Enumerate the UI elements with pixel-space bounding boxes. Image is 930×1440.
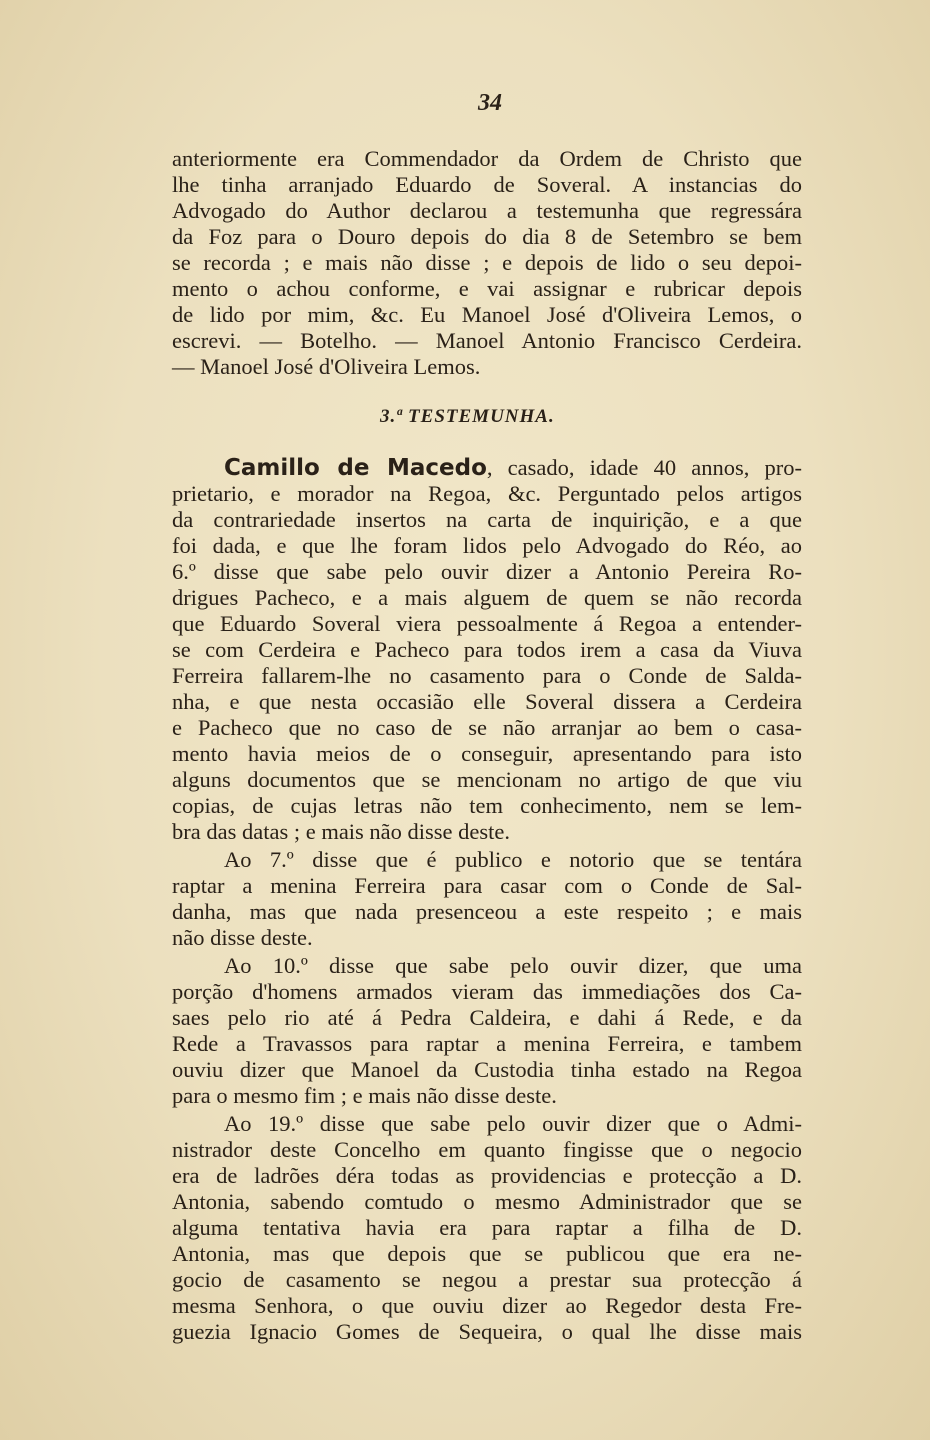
text-line: Antonia, sabendo comtudo o mesmo Administrador que se: [172, 1189, 802, 1214]
text-line: ouviu dizer que Manoel da Custodia tinha estado na Regoa: [172, 1057, 802, 1082]
text-line: bra das datas ; e mais não disse deste.: [172, 819, 511, 844]
text-line: da contrariedade insertos na carta de inquirição, e a que: [172, 507, 802, 532]
text-line: alguns documentos que se mencionam no artigo de que viu: [172, 767, 802, 792]
text-line: Antonia, mas que depois que se publicou que era ne-: [172, 1241, 802, 1266]
section-heading: 3.ª TESTEMUNHA.: [380, 406, 555, 427]
text-line: mento o achou conforme, e vai assignar e rubricar depois: [172, 276, 802, 301]
text-line: saes pelo rio até á Pedra Caldeira, e dahi á Rede, e da: [172, 1005, 802, 1030]
text-line: escrevi. — Botelho. — Manoel Antonio Francisco Cerdeira.: [172, 328, 802, 353]
intro-paragraph: [172, 146, 802, 380]
first-line-rest: , casado, idade 40 annos, pro-: [486, 455, 802, 480]
text-line: Ao 7.º disse que é publico e notorio que se tentára: [224, 847, 802, 872]
first-line: [172, 455, 802, 481]
text-line: — Manoel José d'Oliveira Lemos.: [172, 354, 481, 379]
text-line: Ao 10.º disse que sabe pelo ouvir dizer, que uma: [224, 953, 802, 978]
text-line: guezia Ignacio Gomes de Sequeira, o qual lhe disse mais: [172, 1319, 802, 1344]
text-line: não disse deste.: [172, 925, 313, 950]
text-line: se recorda ; e mais não disse ; e depois de lido o seu depoi-: [172, 250, 802, 275]
text-line: copias, de cujas letras não tem conhecimento, nem se lem-: [172, 793, 802, 818]
text-line: da Foz para o Douro depois do dia 8 de Setembro se bem: [172, 224, 802, 249]
witness-name: Camillo de Macedo: [224, 455, 487, 481]
text-line: anteriormente era Commendador da Ordem de Christo que: [172, 146, 802, 171]
text-line: se com Cerdeira e Pacheco para todos irem a casa da Viuva: [172, 637, 802, 662]
text-line: prietario, e morador na Regoa, &c. Perguntado pelos artigos: [172, 481, 802, 506]
text-line: drigues Pacheco, e a mais alguem de quem se não recorda: [172, 585, 802, 610]
text-line: mesma Senhora, o que ouviu dizer ao Regedor desta Fre-: [172, 1293, 802, 1318]
text-line: para o mesmo fim ; e mais não disse deste.: [172, 1083, 557, 1108]
text-line: de lido por mim, &c. Eu Manoel José d'Oliveira Lemos, o: [172, 302, 802, 327]
text-line: lhe tinha arranjado Eduardo de Soveral. A instancias do: [172, 172, 802, 197]
text-line: foi dada, e que lhe foram lidos pelo Advogado do Réo, ao: [172, 533, 802, 558]
text-line: Advogado do Author declarou a testemunha que regressára: [172, 198, 802, 223]
testimony-body: [172, 455, 802, 1345]
page-number: 34: [478, 90, 502, 116]
text-line: porção d'homens armados vieram das immediações dos Ca-: [172, 979, 802, 1004]
text-line: danha, mas que nada presenceou a este respeito ; e mais: [172, 899, 802, 924]
text-line: que Eduardo Soveral viera pessoalmente á Regoa a entender-: [172, 611, 802, 636]
text-line: Ao 19.º disse que sabe pelo ouvir dizer que o Admi-: [224, 1111, 802, 1136]
text-line: Rede a Travassos para raptar a menina Ferreira, e tambem: [172, 1031, 802, 1056]
text-line: gocio de casamento se negou a prestar sua protecção á: [172, 1267, 802, 1292]
text-line: era de ladrões déra todas as providencias e protecção a D.: [172, 1163, 802, 1188]
text-line: 6.º disse que sabe pelo ouvir dizer a Antonio Pereira Ro-: [172, 559, 802, 584]
text-line: nha, e que nesta occasião elle Soveral dissera a Cerdeira: [172, 689, 802, 714]
text-line: e Pacheco que no caso de se não arranjar ao bem o casa-: [172, 715, 802, 740]
text-line: alguma tentativa havia era para raptar a filha de D.: [172, 1215, 802, 1240]
text-line: nistrador deste Concelho em quanto fingisse que o negocio: [172, 1137, 802, 1162]
text-line: Ferreira fallarem-lhe no casamento para o Conde de Salda-: [172, 663, 802, 688]
text-line: raptar a menina Ferreira para casar com o Conde de Sal-: [172, 873, 802, 898]
text-line: mento havia meios de o conseguir, apresentando para isto: [172, 741, 802, 766]
